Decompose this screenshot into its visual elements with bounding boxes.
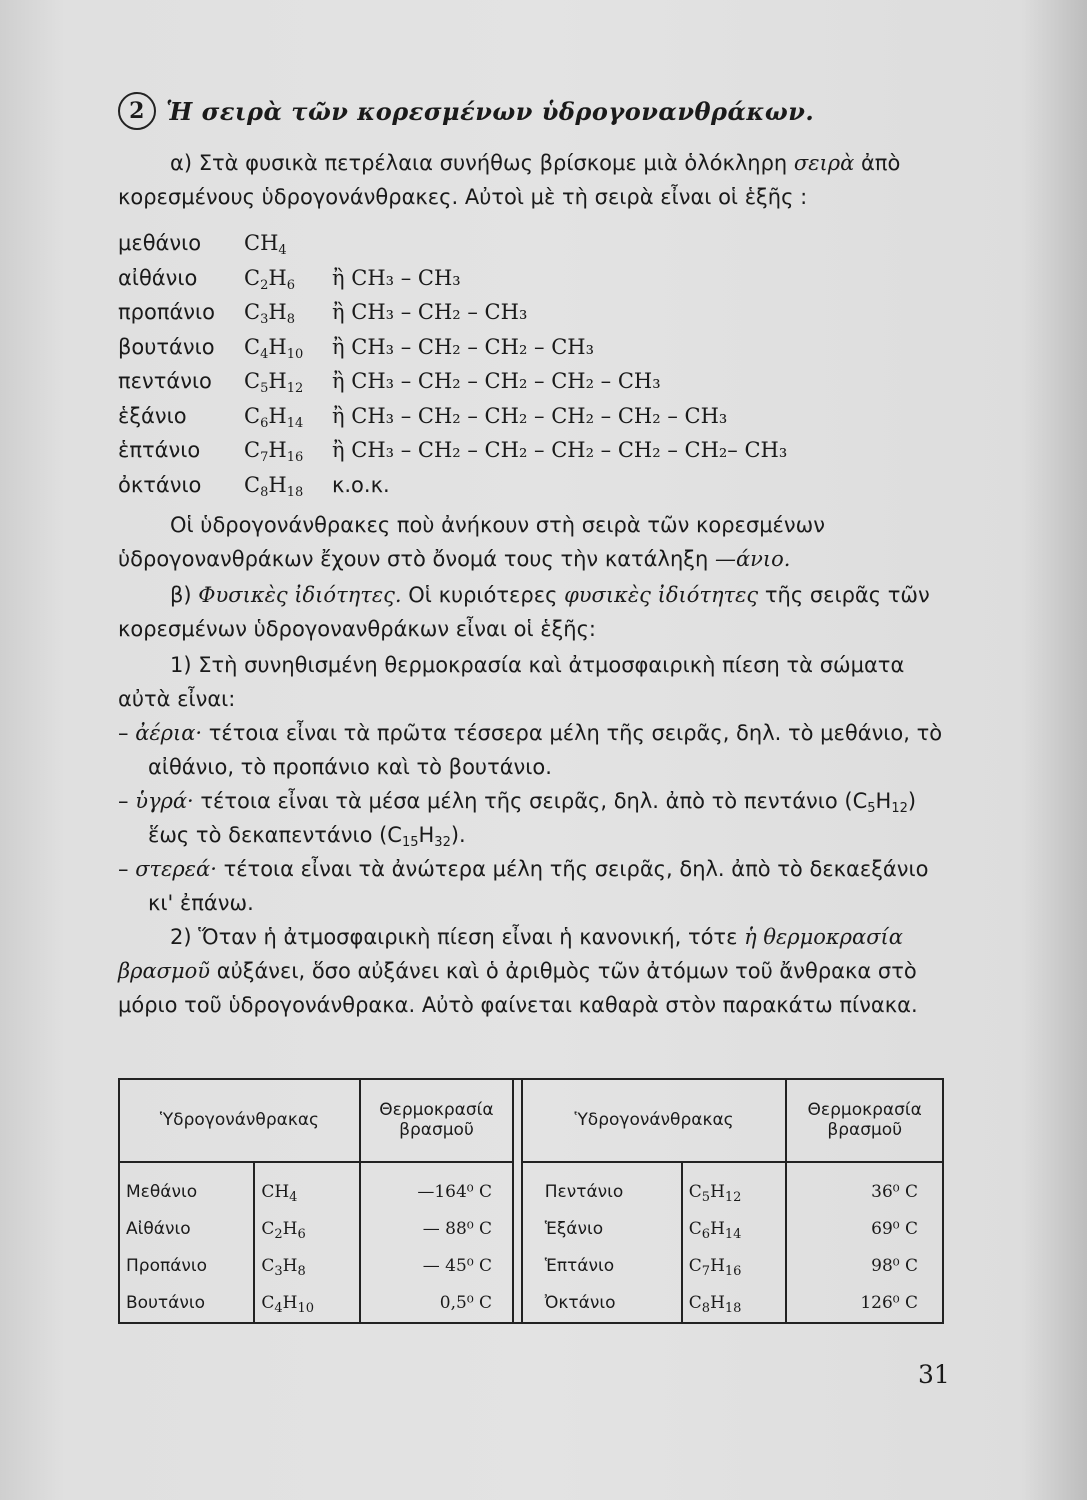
ending-text: Οἱ ὑδρογονάνθρακες ποὺ ἀνήκουν στὴ σειρὰ τῶν κορεσμένων ὑδρογονανθράκων ἔχουν στὸ ὄνομά τους τὴν κατάληξη xyxy=(118,513,825,571)
section-title: Ἡ σειρὰ τῶν κορεσμένων ὑδρογονανθράκων. xyxy=(166,96,815,126)
cell-temp: 0,5⁰ C xyxy=(360,1285,513,1323)
cell-name: Προπάνιο xyxy=(119,1248,254,1285)
boiling-point-table xyxy=(118,1078,944,1324)
sub: 4 xyxy=(274,1301,283,1317)
point-2-italic: ἡ θερμοκρασία βρασμοῦ xyxy=(118,925,903,983)
molecular-formula: $C_3H_8$ xyxy=(244,300,295,328)
sub: 12 xyxy=(724,1189,742,1205)
structural-formula: ἢ CH₃ – CH₂ – CH₂ – CH₂ – CH₃ xyxy=(332,369,661,394)
sub: 8 xyxy=(701,1301,711,1317)
header-hydrocarbon-right: Ὑδρογονάνθρακας xyxy=(522,1079,787,1162)
states-list xyxy=(118,716,948,920)
cell-formula: $C_8H_{18}$ xyxy=(682,1285,787,1323)
physical-rest: τῆς σειρᾶς τῶν κορεσμένων ὑδρογονανθράκων εἶναι οἱ ἑξῆς: xyxy=(118,583,930,641)
sub-c: 7 xyxy=(260,450,269,466)
sub-c: 3 xyxy=(260,312,269,328)
formula-list xyxy=(118,226,787,502)
sub: 8 xyxy=(297,1264,306,1280)
point-2-paragraph xyxy=(118,920,948,1022)
formula-row xyxy=(118,399,787,434)
formula-row xyxy=(118,468,787,503)
page-number: 31 xyxy=(918,1360,950,1389)
sub-h: 14 xyxy=(286,415,304,431)
solid-text: τέτοια εἶναι τὰ ἀνώτερα μέλη τῆς σειρᾶς, δηλ. ἀπὸ τὸ δεκαεξάνιο κι' ἐπάνω. xyxy=(148,857,929,915)
sub: 6 xyxy=(297,1227,306,1243)
molecular-formula: $C_6H_{14}$ xyxy=(244,403,304,431)
sub: 5 xyxy=(701,1189,711,1205)
formula-row xyxy=(118,295,787,330)
header-temp-line-2: βρασμοῦ xyxy=(827,1120,903,1141)
cell-temp: 36⁰ C xyxy=(786,1162,943,1211)
table-row xyxy=(119,1211,943,1248)
header-temp-line-2: βρασμοῦ xyxy=(399,1120,474,1141)
cell-name: Βουτάνιο xyxy=(119,1285,254,1323)
gas-item: – ἀέρια· τέτοια εἶναι τὰ πρῶτα τέσσερα μέλη τῆς σειρᾶς, δηλ. τὸ μεθάνιο, τὸ αἰθάνιο, τὸ προπάνιο καὶ τὸ βουτάνιο. xyxy=(118,721,943,779)
cell-name: Ἑξάνιο xyxy=(522,1211,682,1248)
physical-prefix: β) xyxy=(170,583,199,607)
structural-formula: ἢ CH₃ – CH₂ – CH₂ – CH₂ – CH₂ – CH₂– CH₃ xyxy=(332,438,788,463)
intro-text-2: ἀπὸ κορεσμένους ὑδρογονάνθρακες. Αὐτοὶ μὲ τὴ σειρὰ εἶναι οἱ ἑξῆς : xyxy=(118,151,901,209)
formula-name: βουτάνιο xyxy=(118,334,215,359)
sub-h: 8 xyxy=(286,312,295,328)
liquid-text-3: ). xyxy=(450,823,466,847)
sub-c: 2 xyxy=(260,277,269,293)
sub-h: 18 xyxy=(286,484,304,500)
intro-paragraph xyxy=(118,146,948,214)
sub: 14 xyxy=(724,1227,742,1243)
header-temp-right xyxy=(786,1079,943,1162)
cell-name: Πεντάνιο xyxy=(522,1162,682,1211)
gas-text: τέτοια εἶναι τὰ πρῶτα τέσσερα μέλη τῆς σειρᾶς, δηλ. τὸ μεθάνιο, τὸ αἰθάνιο, τὸ προπάνιο καὶ τὸ βουτάνιο. xyxy=(148,721,943,779)
sub-h: 16 xyxy=(286,450,304,466)
sub-h: 6 xyxy=(286,277,295,293)
molecular-formula: $C_4H_{10}$ xyxy=(244,334,304,362)
table-row xyxy=(119,1248,943,1285)
sub-h: 10 xyxy=(286,346,304,362)
cell-name: Ὀκτάνιο xyxy=(522,1285,682,1323)
cell-temp: 98⁰ C xyxy=(786,1248,943,1285)
formula-row xyxy=(118,261,787,296)
molecular-formula: $C_5H_{12}$ xyxy=(244,369,304,397)
cell-temp: 69⁰ C xyxy=(786,1211,943,1248)
cell-formula: $C_5H_{12}$ xyxy=(682,1162,787,1211)
structural-formula: ἢ CH₃ – CH₂ – CH₃ xyxy=(332,300,528,325)
structural-formula: ἢ CH₃ – CH₂ – CH₂ – CH₃ xyxy=(332,334,595,359)
cell-formula: $C_3H_8$ xyxy=(254,1248,360,1285)
gas-label: ἀέρια· xyxy=(135,721,203,745)
sub: 18 xyxy=(724,1301,742,1317)
sub: 10 xyxy=(297,1301,314,1317)
point-2-text-2: αὐξάνει, ὅσο αὐξάνει καὶ ὁ ἀριθμὸς τῶν ἀτόμων τοῦ ἄνθρακα στὸ μόριο τοῦ ὑδρογονάνθρακα. Αὐτὸ φαίνεται καθαρὰ στὸν παρακάτω πίνακα. xyxy=(118,959,918,1017)
sub-c: 6 xyxy=(260,415,269,431)
solid-label: στερεά· xyxy=(135,857,217,881)
liquid-text-2: ) ἕως τὸ δεκαπεντάνιο (C xyxy=(148,789,917,847)
formula-name: ὀκτάνιο xyxy=(118,472,202,497)
structural-formula: ἢ CH₃ – CH₃ xyxy=(332,265,461,290)
sub: 7 xyxy=(701,1264,711,1280)
physical-mid: Οἱ κυριότερες xyxy=(401,583,565,607)
formula-name: ἑπτάνιο xyxy=(118,438,201,463)
formula-name: πεντάνιο xyxy=(118,369,212,394)
structural-formula: ἢ CH₃ – CH₂ – CH₂ – CH₂ – CH₂ – CH₃ xyxy=(332,403,728,428)
formula-name: προπάνιο xyxy=(118,300,215,325)
formula-row xyxy=(118,364,787,399)
sub: 12 xyxy=(891,801,908,816)
liquid-item: – ὑγρά· τέτοια εἶναι τὰ μέσα μέλη τῆς σειρᾶς, δηλ. ἀπὸ τὸ πεντάνιο $(C_5H_{12})$ ἕως τὸ δεκαπεντάνιο $(C_{15}H_{32})$. xyxy=(118,789,917,850)
sub: 15 xyxy=(401,835,419,850)
sub: 5 xyxy=(867,801,876,816)
cell-formula: $C_2H_6$ xyxy=(254,1211,360,1248)
point-2-text-1: 2) Ὅταν ἡ ἀτμοσφαιρικὴ πίεση εἶναι ἡ κανονική, τότε xyxy=(170,925,745,949)
header-temp-line-1: Θερμοκρασία xyxy=(807,1100,922,1121)
molecular-formula: $C_7H_{16}$ xyxy=(244,438,304,466)
table-row xyxy=(119,1162,943,1211)
sub: 3 xyxy=(274,1264,283,1280)
sub-h: 4 xyxy=(278,243,287,259)
cell-formula: $CH_4$ xyxy=(254,1162,360,1211)
point-1-paragraph: 1) Στὴ συνηθισμένη θερμοκρασία καὶ ἀτμοσφαιρικὴ πίεση τὰ σώματα αὐτὰ εἶναι: xyxy=(118,653,905,711)
cell-formula: $C_6H_{14}$ xyxy=(682,1211,787,1248)
physical-properties-paragraph xyxy=(118,578,948,646)
formula-name: ἑξάνιο xyxy=(118,403,187,428)
cell-temp: 126⁰ C xyxy=(786,1285,943,1323)
sub-h: 12 xyxy=(286,381,304,397)
table-header-row xyxy=(119,1079,943,1162)
sub-c: 4 xyxy=(260,346,269,362)
physical-italic-2: φυσικὲς ἰδιότητες xyxy=(564,583,759,607)
liquid-h: H xyxy=(875,789,892,813)
cell-temp: — 45⁰ C xyxy=(360,1248,513,1285)
formula-name: αἰθάνιο xyxy=(118,265,198,290)
cell-temp: —164⁰ C xyxy=(360,1162,513,1211)
section-number: 2 xyxy=(118,92,156,130)
intro-text-1: α) Στὰ φυσικὰ πετρέλαια συνήθως βρίσκομε μιὰ ὁλόκληρη xyxy=(170,151,794,175)
ending-italic: —άνιο. xyxy=(714,547,791,571)
liquid-label: ὑγρά· xyxy=(135,789,194,813)
section-heading xyxy=(118,92,814,130)
formula-row xyxy=(118,433,787,468)
header-temp-line-1: Θερμοκρασία xyxy=(379,1100,494,1121)
cell-temp: — 88⁰ C xyxy=(360,1211,513,1248)
solid-item: – στερεά· τέτοια εἶναι τὰ ἀνώτερα μέλη τῆς σειρᾶς, δηλ. ἀπὸ τὸ δεκαεξάνιο κι' ἐπάνω. xyxy=(118,857,929,915)
liquid-text-1: τέτοια εἶναι τὰ μέσα μέλη τῆς σειρᾶς, δηλ. ἀπὸ τὸ πεντάνιο (C xyxy=(193,789,868,813)
sub: 4 xyxy=(289,1189,298,1205)
molecular-formula: $CH_4$ xyxy=(244,231,287,259)
sub: 2 xyxy=(274,1227,283,1243)
physical-italic-1: Φυσικὲς ἰδιότητες. xyxy=(198,583,402,607)
header-temp-left xyxy=(360,1079,513,1162)
formula-row xyxy=(118,330,787,365)
ending-paragraph xyxy=(118,508,948,576)
structural-formula: κ.ο.κ. xyxy=(332,472,390,497)
sub: 16 xyxy=(724,1264,742,1280)
liquid-h: H xyxy=(418,823,435,847)
sub-c: 5 xyxy=(260,381,269,397)
table-row xyxy=(119,1285,943,1323)
table-gap xyxy=(513,1079,522,1323)
sub: 6 xyxy=(701,1227,711,1243)
header-hydrocarbon-left: Ὑδρογονάνθρακας xyxy=(119,1079,360,1162)
cell-formula: $C_7H_{16}$ xyxy=(682,1248,787,1285)
cell-formula: $C_4H_{10}$ xyxy=(254,1285,360,1323)
sub: 32 xyxy=(434,835,451,850)
formula-name: μεθάνιο xyxy=(118,231,202,256)
formula-row xyxy=(118,226,787,261)
cell-name: Αἰθάνιο xyxy=(119,1211,254,1248)
molecular-formula: $C_8H_{18}$ xyxy=(244,472,304,500)
intro-italic: σειρὰ xyxy=(793,151,855,175)
sub-c: 8 xyxy=(260,484,269,500)
cell-name: Μεθάνιο xyxy=(119,1162,254,1211)
cell-name: Ἑπτάνιο xyxy=(522,1248,682,1285)
molecular-formula: $C_2H_6$ xyxy=(244,265,295,293)
